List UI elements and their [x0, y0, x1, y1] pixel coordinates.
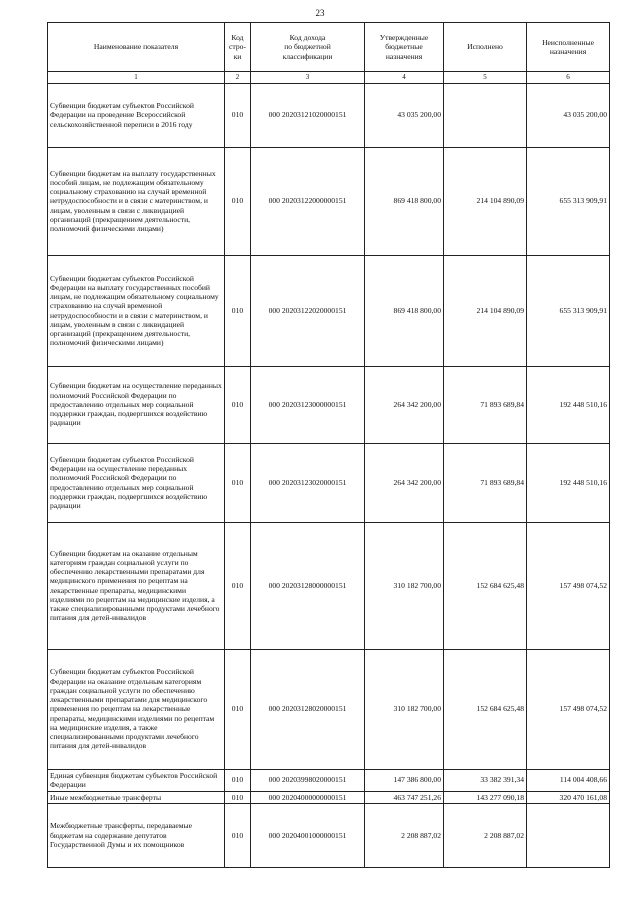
- header-code-l3: ки: [233, 51, 242, 61]
- indicator-name: Субвенции бюджетам субъектов Российской Федерации на проведение Всероссийской сельскохозяйственной переписи в 2016 году: [48, 83, 225, 147]
- table-row: [48, 522, 610, 649]
- executed-amount: 214 104 890,09: [444, 255, 527, 366]
- income-code: 000 20203128000000151: [251, 522, 365, 649]
- approved-amount: 310 182 700,00: [365, 649, 444, 769]
- header-executed: Исполнено: [444, 23, 527, 72]
- approved-amount: 264 342 200,00: [365, 443, 444, 522]
- unexecuted-amount: 114 004 408,66: [527, 769, 610, 791]
- header-income-code: [251, 23, 365, 72]
- line-code: 010: [225, 83, 251, 147]
- header-approved-l1: Утвержденные: [379, 33, 429, 43]
- executed-amount: 214 104 890,09: [444, 147, 527, 255]
- header-income-l2: по бюджетной: [284, 42, 331, 52]
- line-code: 010: [225, 649, 251, 769]
- header-approved-l2: бюджетные: [385, 42, 423, 52]
- unexecuted-amount: 320 470 161,08: [527, 791, 610, 803]
- table-row: [48, 791, 610, 803]
- table-row: [48, 366, 610, 443]
- indicator-name: Субвенции бюджетам субъектов Российской Федерации на оказание отдельным категориям граждан социальной услуги по обеспечению лекарственными препаратами для медицинского применения по рецептам на лекарственные препараты, медицинскими изделиями по рецептам на медицинские изделия, а также специализированными продуктами лечебного питания для детей-инвалидов: [48, 649, 225, 769]
- header-unexecuted-l1: Неисполненные: [542, 37, 594, 47]
- income-code: 000 20203998020000151: [251, 769, 365, 791]
- column-number: 1: [48, 72, 225, 84]
- header-approved-l3: назначения: [385, 51, 423, 61]
- approved-amount: 43 035 200,00: [365, 83, 444, 147]
- header-unexecuted-l2: назначения: [549, 47, 587, 56]
- header-approved: [365, 23, 444, 72]
- table-row: [48, 147, 610, 255]
- income-code: 000 20203122000000151: [251, 147, 365, 255]
- table-row: [48, 255, 610, 366]
- budget-execution-table: [47, 22, 610, 868]
- indicator-name: Субвенции бюджетам на оказание отдельным категориям граждан социальной услуги по обеспечению лекарственными препаратами для медицинского применения по рецептам на лекарственные препараты, медицинскими изделиями по рецептам на медицинские изделия, а также специализированными продуктами лечебного питания для детей-инвалидов: [48, 522, 225, 649]
- executed-amount: 33 382 391,34: [444, 769, 527, 791]
- table-header-row: [48, 23, 610, 72]
- unexecuted-amount: 157 498 074,52: [527, 522, 610, 649]
- column-number: 3: [251, 72, 365, 84]
- header-code-l1: Код: [231, 33, 244, 43]
- table-row: [48, 769, 610, 791]
- executed-amount: 71 893 689,84: [444, 366, 527, 443]
- indicator-name: Межбюджетные трансферты, передаваемые бюджетам на содержание депутатов Государственной Думы и их помощников: [48, 803, 225, 867]
- income-code: 000 20203123000000151: [251, 366, 365, 443]
- header-unexecuted: [527, 23, 610, 72]
- unexecuted-amount: [527, 803, 610, 867]
- executed-amount: 71 893 689,84: [444, 443, 527, 522]
- header-income-l3: классификации: [282, 51, 333, 61]
- line-code: 010: [225, 147, 251, 255]
- approved-amount: 2 208 887,02: [365, 803, 444, 867]
- executed-amount: 2 208 887,02: [444, 803, 527, 867]
- indicator-name: Единая субвенция бюджетам субъектов Российской Федерации: [48, 769, 225, 791]
- header-code: [225, 23, 251, 72]
- indicator-name: Субвенции бюджетам субъектов Российской Федерации на выплату государственных пособий лицам, не подлежащим обязательному социальному страхованию на случай временной нетрудоспособности и в связи с материнством, и лицам, уволенным в связи с ликвидацией организаций (прекращением деятельности, полномочий физическими лицами): [48, 255, 225, 366]
- executed-amount: 152 684 625,48: [444, 649, 527, 769]
- executed-amount: [444, 83, 527, 147]
- indicator-name: Субвенции бюджетам субъектов Российской Федерации на осуществление переданных полномочий Российской Федерации по предоставлению отдельных мер социальной поддержки граждан, подвергшихся воздействию радиации: [48, 443, 225, 522]
- income-code: 000 20204000000000151: [251, 791, 365, 803]
- executed-amount: 152 684 625,48: [444, 522, 527, 649]
- column-number: 2: [225, 72, 251, 84]
- indicator-name: Субвенции бюджетам на осуществление переданных полномочий Российской Федерации по предоставлению отдельных мер социальной поддержки граждан, подвергшихся воздействию радиации: [48, 366, 225, 443]
- line-code: 010: [225, 803, 251, 867]
- income-code: 000 20203122020000151: [251, 255, 365, 366]
- income-code: 000 20203121020000151: [251, 83, 365, 147]
- unexecuted-amount: 43 035 200,00: [527, 83, 610, 147]
- approved-amount: 869 418 800,00: [365, 147, 444, 255]
- approved-amount: 869 418 800,00: [365, 255, 444, 366]
- line-code: 010: [225, 255, 251, 366]
- approved-amount: 310 182 700,00: [365, 522, 444, 649]
- header-code-l2: стро-: [229, 42, 246, 52]
- page-number: 23: [315, 8, 325, 18]
- unexecuted-amount: 655 313 909,91: [527, 255, 610, 366]
- indicator-name: Иные межбюджетные трансферты: [48, 791, 225, 803]
- income-code: 000 20203128020000151: [251, 649, 365, 769]
- column-number: 6: [527, 72, 610, 84]
- line-code: 010: [225, 366, 251, 443]
- header-name: Наименование показателя: [48, 23, 225, 72]
- column-number-row: [48, 72, 610, 84]
- table-row: [48, 443, 610, 522]
- line-code: 010: [225, 522, 251, 649]
- unexecuted-amount: 157 498 074,52: [527, 649, 610, 769]
- table-row: [48, 803, 610, 867]
- line-code: 010: [225, 769, 251, 791]
- income-code: 000 20204001000000151: [251, 803, 365, 867]
- column-number: 4: [365, 72, 444, 84]
- approved-amount: 147 386 800,00: [365, 769, 444, 791]
- table-row: [48, 83, 610, 147]
- header-income-l1: Код дохода: [289, 33, 326, 43]
- column-number: 5: [444, 72, 527, 84]
- unexecuted-amount: 192 448 510,16: [527, 366, 610, 443]
- unexecuted-amount: 655 313 909,91: [527, 147, 610, 255]
- indicator-name: Субвенции бюджетам на выплату государственных пособий лицам, не подлежащим обязательному социальному страхованию на случай временной нетрудоспособности и в связи с материнством, и лицам, уволенным в связи с ликвидацией организаций (прекращением деятельности, полномочий физическими лицами): [48, 147, 225, 255]
- unexecuted-amount: 192 448 510,16: [527, 443, 610, 522]
- line-code: 010: [225, 443, 251, 522]
- line-code: 010: [225, 791, 251, 803]
- executed-amount: 143 277 090,18: [444, 791, 527, 803]
- approved-amount: 463 747 251,26: [365, 791, 444, 803]
- income-code: 000 20203123020000151: [251, 443, 365, 522]
- approved-amount: 264 342 200,00: [365, 366, 444, 443]
- table-row: [48, 649, 610, 769]
